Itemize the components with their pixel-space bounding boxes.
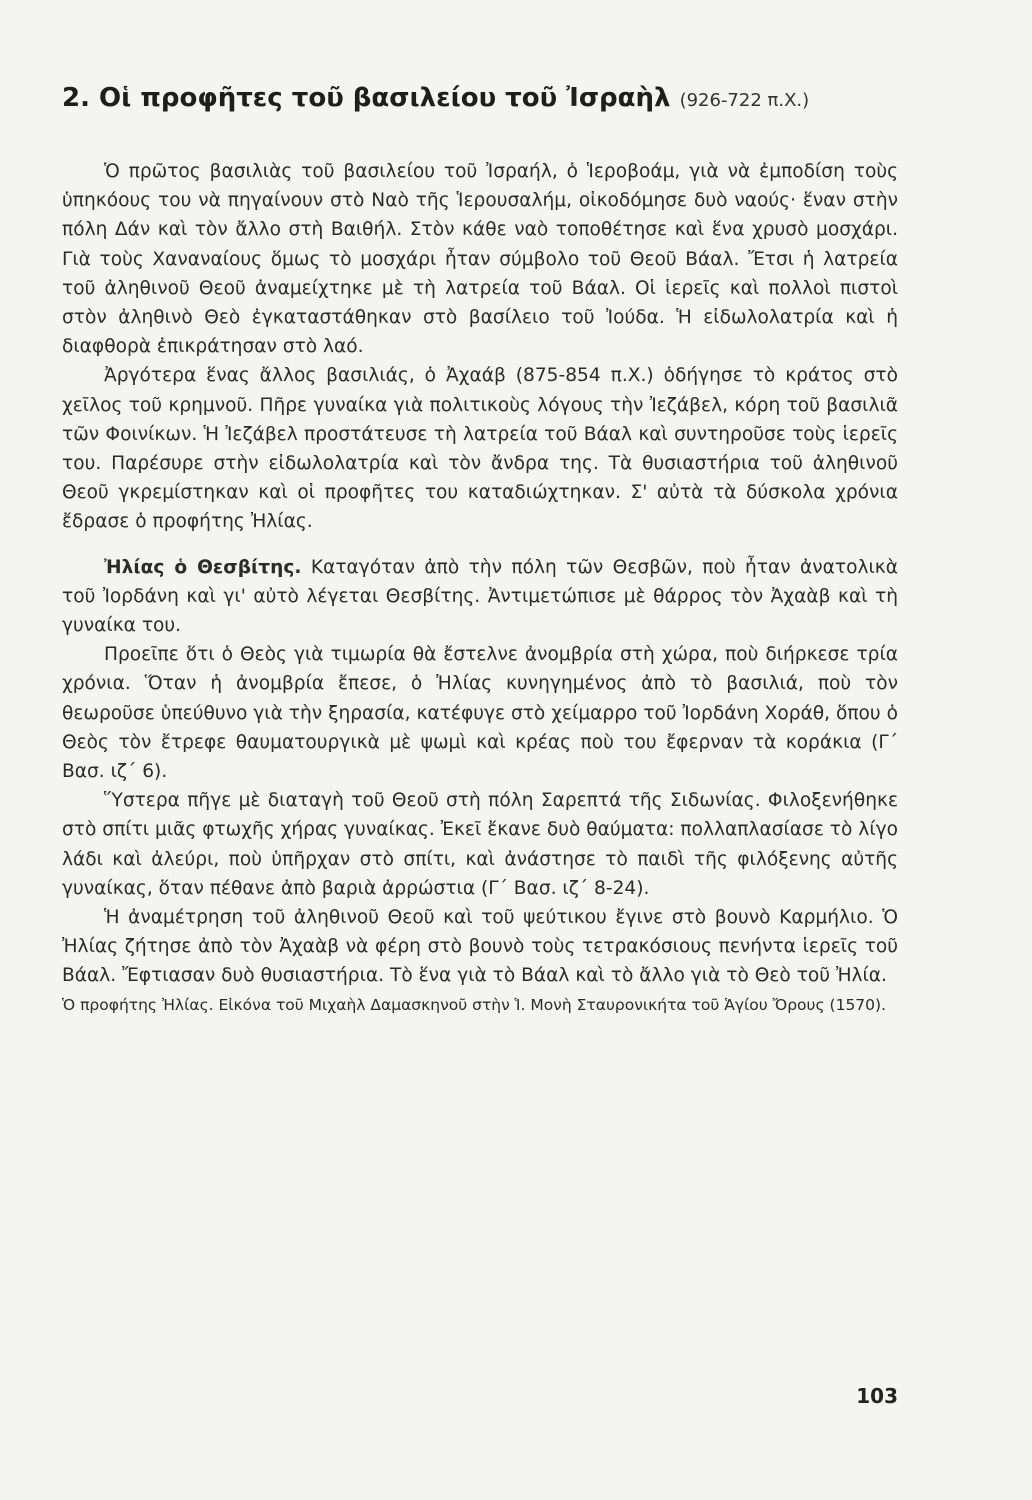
paragraph-ahab: Ἀργότερα ἕνας ἄλλος βασιλιάς, ὁ Ἀχαάβ (875-854 π.Χ.) ὁδήγησε τὸ κράτος στὸ χεῖλος τοῦ κρημνοῦ. Πῆρε γυναίκα γιὰ πολιτικοὺς λόγους τὴν Ἰεζάβελ, κόρη τοῦ βασιλιᾶ τῶν Φοινίκων. Ἡ Ἰεζάβελ προστάτευσε τὴ λατρεία τοῦ Βάαλ καὶ συντηροῦσε τοὺς ἱερεῖς του. Παρέσυρε στὴν εἰδωλολατρία καὶ τὸν ἄνδρα της. Τὰ θυσιαστήρια τοῦ ἀληθινοῦ Θεοῦ γκρεμίστηκαν καὶ οἱ προφῆτες του καταδιώχτηκαν. Σ' αὐτὰ τὰ δύσκολα χρόνια ἔδρασε ὁ προφήτης Ἠλίας. [62,365,898,533]
elias-lead: Ἠλίας ὁ Θεσβίτης. [104,556,302,578]
figure-caption: Ὁ προφήτης Ἠλίας. Εἰκόνα τοῦ Μιχαὴλ Δαμασκηνοῦ στὴν Ἱ. Μονὴ Σταυρονικήτα τοῦ Ἁγίου Ὄρους (1570). [62,995,887,1014]
paragraph-jeroboam: Ὁ πρῶτος βασιλιὰς τοῦ βασιλείου τοῦ Ἰσραήλ, ὁ Ἱεροβοάμ, γιὰ νὰ ἐμποδίση τοὺς ὑπηκόους του νὰ πηγαίνουν στὸ Ναὸ τῆς Ἱερουσαλήμ, οἰκοδόμησε δυὸ ναούς· ἕναν στὴν πόλη Δάν καὶ τὸν ἄλλο στὴ Βαιθήλ. Στὸν κάθε ναὸ τοποθέτησε καὶ ἕνα χρυσὸ μοσχάρι. Γιὰ τοὺς Χαναναίους ὅμως τὸ μοσχάρι ἦταν σύμβολο τοῦ Θεοῦ Βάαλ. Ἔτσι ἡ λατρεία τοῦ ἀληθινοῦ Θεοῦ ἀναμείχτηκε μὲ τὴ λατρεία τοῦ Βάαλ. Οἱ ἱερεῖς καὶ πολλοὶ πιστοὶ στὸν ἀληθινὸ Θεὸ ἐγκαταστάθηκαν στὸ βασίλειο τοῦ Ἰούδα. Ἡ εἰδωλολατρία καὶ ἡ διαφθορὰ ἐπικράτησαν στὸ λαό. [62,161,898,358]
heading-number: 2. [62,83,90,113]
paragraph-drought: Προεῖπε ὅτι ὁ Θεὸς γιὰ τιμωρία θὰ ἔστελνε ἀνομβρία στὴ χώρα, ποὺ διήρκεσε τρία χρόνια. Ὅταν ἡ ἀνομβρία ἔπεσε, ὁ Ἠλίας κυνηγημένος ἀπὸ τὸ βασιλιά, ποὺ τὸν θεωροῦσε ὑπεύθυνο γιὰ τὴν ξηρασία, κατέφυγε στὸ χείμαρρο τοῦ Ἰορδάνη Χοράθ, ὅπου ὁ Θεὸς τὸν ἔτρεφε θαυματουργικὰ μὲ ψωμὶ καὶ κρέας ποὺ του ἔφερναν τὰ κοράκια (Γ΄ Βασ. ιζ΄ 6). [62,644,898,783]
heading-title: Οἱ προφῆτες τοῦ βασιλείου τοῦ Ἰσραὴλ [99,83,671,113]
elias-intro-text: Καταγόταν ἀπὸ τὴν πόλη τῶν Θεσβῶν, ποὺ ἦταν ἀνατολικὰ τοῦ Ἰορδάνη καὶ γι' αὐτὸ λέγεται Θεσβίτης. Ἀντιμετώπισε μὲ θάρρος τὸν Ἀχαὰβ καὶ τὴ γυναίκα του. [62,556,898,637]
page-body [62,78,898,1018]
paragraph-sarepta: Ὕστερα πῆγε μὲ διαταγὴ τοῦ Θεοῦ στὴ πόλη Σαρεπτά τῆς Σιδωνίας. Φιλοξενήθηκε στὸ σπίτι μιᾶς φτωχῆς χήρας γυναίκας. Ἐκεῖ ἔκανε δυὸ θαύματα: πολλαπλασίασε τὸ λίγο λάδι καὶ ἀλεύρι, ποὺ ὑπῆρχαν στὸ σπίτι, καὶ ἀνάστησε τὸ παιδὶ τῆς φιλόξενης αὐτῆς γυναίκας, ὅταν πέθανε ἀπὸ βαριὰ ἀρρώστια (Γ΄ Βασ. ιζ΄ 8-24). [62,790,898,899]
section-heading [62,78,898,121]
heading-dates: (926-722 π.Χ.) [679,90,810,111]
page-number: 103 [856,1384,898,1408]
paragraph-elias-intro [62,553,898,641]
paragraph-carmel: Ἡ ἀναμέτρηση τοῦ ἀληθινοῦ Θεοῦ καὶ τοῦ ψεύτικου ἔγινε στὸ βουνὸ Καρμήλιο. Ὁ Ἠλίας ζήτησε ἀπὸ τὸν Ἀχαὰβ νὰ φέρη στὸ βουνὸ τοὺς τετρακόσιους πενήντα ἱερεῖς τοῦ Βάαλ. Ἔφτιασαν δυὸ θυσιαστήρια. Τὸ ἕνα γιὰ τὸ Βάαλ καὶ τὸ ἄλλο γιὰ τὸ Θεὸ τοῦ Ἠλία. [62,907,898,987]
